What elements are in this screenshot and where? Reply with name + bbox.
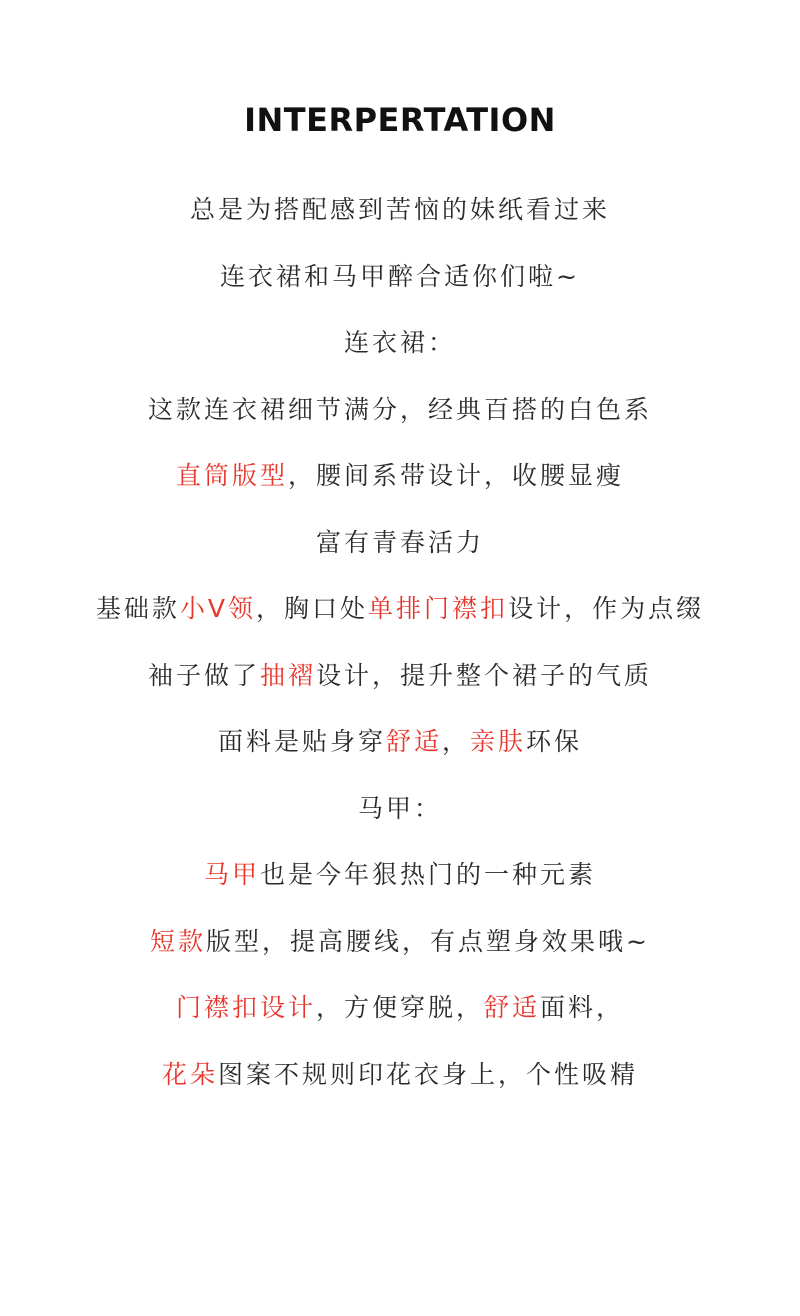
page-title: INTERPERTATION	[244, 101, 556, 139]
description-line	[0, 654, 800, 721]
line-text: 马甲：	[357, 793, 442, 823]
line-text: 面料，	[540, 993, 625, 1022]
line-text: ，	[441, 727, 470, 756]
line-text: 面料是贴身穿	[217, 727, 386, 756]
highlight-text: 单排门襟扣	[368, 594, 509, 623]
description-line	[0, 986, 800, 1053]
description-line	[0, 321, 800, 388]
description-line	[0, 920, 800, 987]
highlight-text: 舒适	[484, 993, 541, 1022]
description-line	[0, 853, 800, 920]
line-text: 总是为搭配感到苦恼的妹纸看过来	[189, 195, 610, 224]
description-line	[0, 587, 800, 654]
description-line	[0, 454, 800, 521]
line-text: ，方便穿脱，	[315, 993, 484, 1022]
highlight-text: 门襟扣设计	[175, 993, 316, 1022]
line-text: 设计，提升整个裙子的气质	[316, 660, 653, 690]
line-text: 设计，作为点缀	[508, 594, 705, 623]
line-text: ，腰间系带设计，收腰显瘦	[288, 461, 625, 490]
description-line	[0, 787, 800, 854]
line-text: ，胸口处	[256, 594, 369, 623]
line-text: 连衣裙：	[343, 328, 456, 357]
highlight-text: 小V领	[179, 594, 257, 623]
line-text: 也是今年狠热门的一种元素	[260, 860, 597, 889]
highlight-text: 亲肤	[470, 727, 527, 756]
description-lines	[0, 188, 800, 1119]
description-line	[0, 388, 800, 455]
line-text: 富有青春活力	[315, 527, 484, 557]
description-line	[0, 255, 800, 322]
line-text: 版型，提高腰线，有点塑身效果哦~	[206, 926, 650, 956]
line-text: 图案不规则印花衣身上，个性吸精	[218, 1059, 639, 1089]
description-line	[0, 521, 800, 588]
description-line	[0, 1053, 800, 1120]
highlight-text: 花朵	[161, 1059, 218, 1089]
description-line	[0, 188, 800, 255]
highlight-text: 舒适	[385, 727, 442, 756]
highlight-text: 短款	[150, 926, 207, 956]
line-text: 这款连衣裙细节满分，经典百搭的白色系	[147, 394, 652, 424]
line-text: 连衣裙和马甲醉合适你们啦~	[220, 261, 580, 291]
description-line	[0, 720, 800, 787]
highlight-text: 抽褶	[259, 660, 316, 690]
line-text: 环保	[526, 727, 583, 756]
highlight-text: 直筒版型	[175, 461, 288, 490]
highlight-text: 马甲	[203, 860, 260, 889]
line-text: 基础款	[95, 594, 180, 623]
line-text: 袖子做了	[147, 660, 260, 690]
